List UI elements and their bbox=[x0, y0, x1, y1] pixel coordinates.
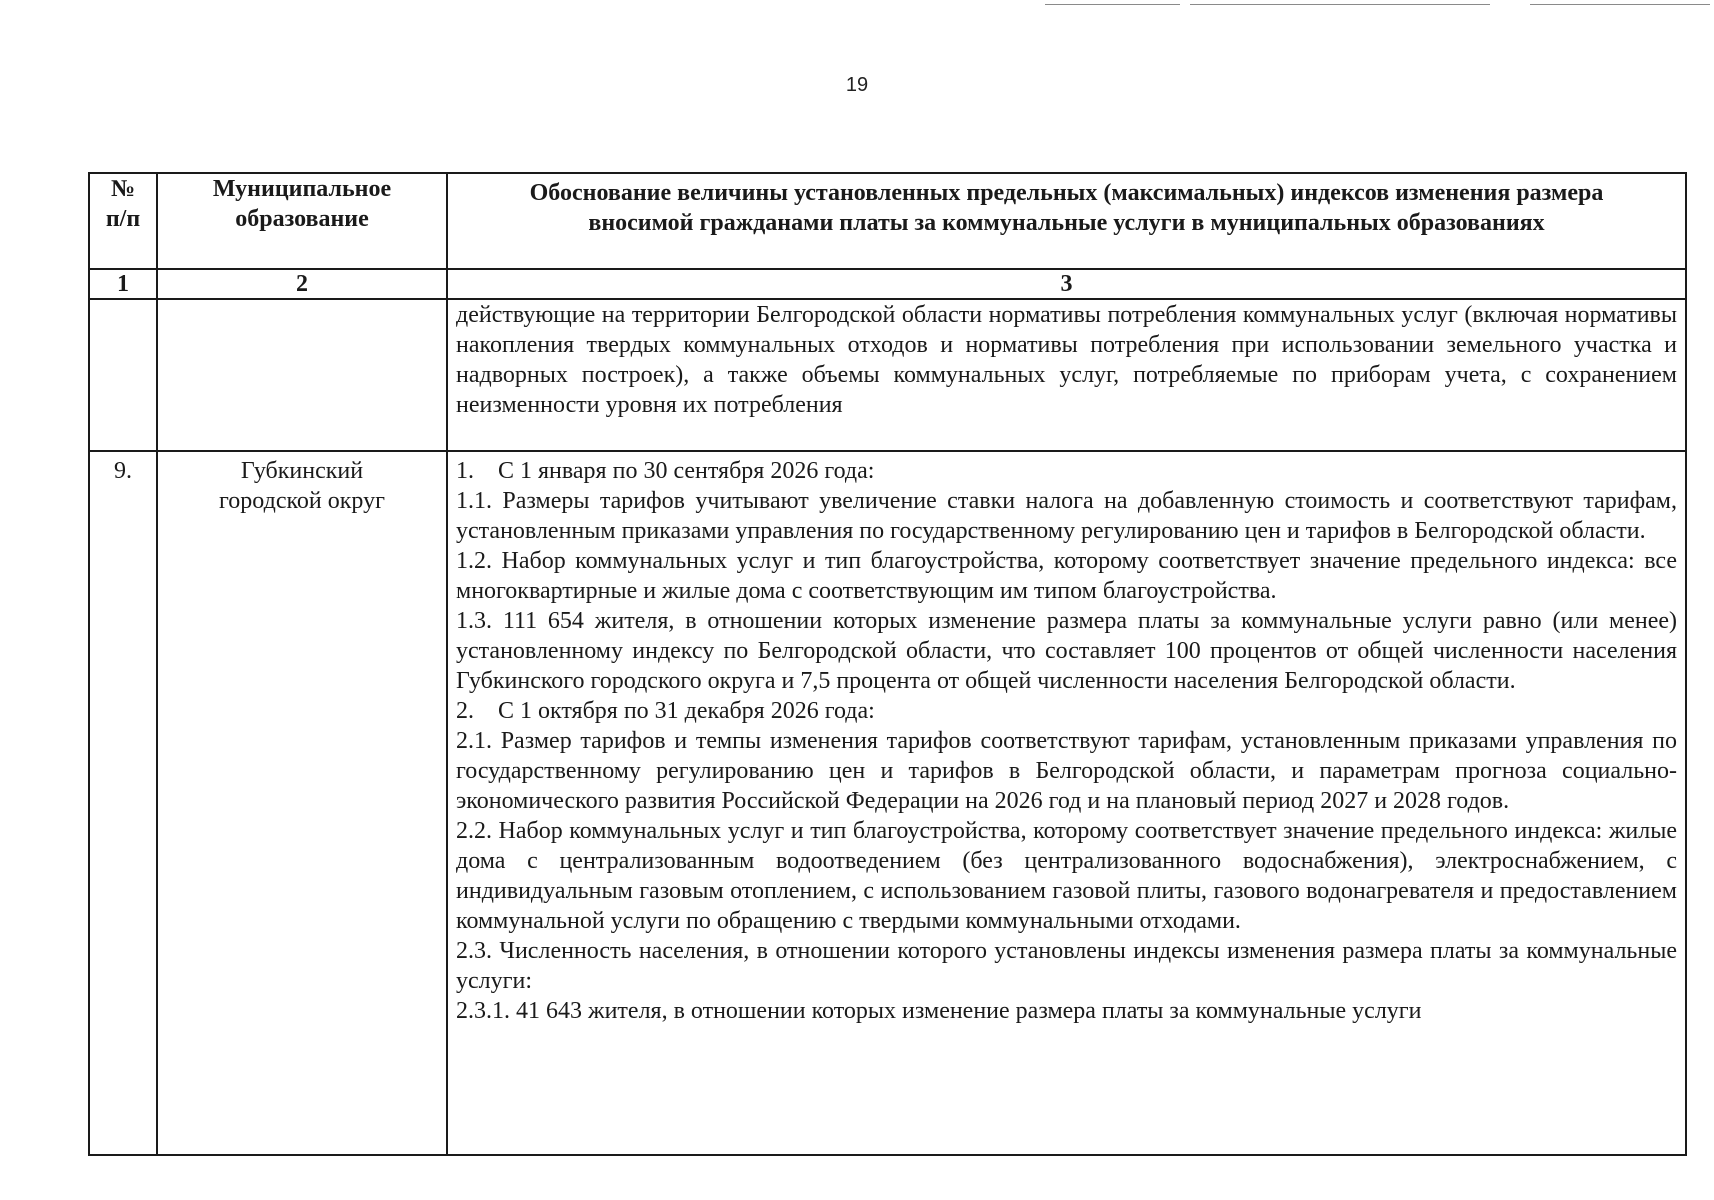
table-row bbox=[89, 451, 1686, 1155]
paragraph: 2. С 1 октября по 31 декабря 2026 года: bbox=[456, 698, 875, 724]
paragraph: 2.1. Размер тарифов и темпы изменения тарифов соответствуют тарифам, установленным приказами управления по государственному регулированию цен и тарифов в Белгородской области, и параметрам прогноза социально-экономического развития Российской Федерации на 2026 год и на плановый период 2027 и 2028 годов. bbox=[456, 728, 1677, 814]
scan-artifact-line bbox=[1530, 4, 1710, 5]
paragraph: 1.3. 111 654 жителя, в отношении которых изменение размера платы за коммунальные услуги равно (или менее) установленному индексу по Белгородской области, что составляет 100 процентов от общей численности населения Губкинского городского округа и 7,5 процента от общей численности населения Белгородской области. bbox=[456, 608, 1677, 694]
paragraph: 1.2. Набор коммунальных услуг и тип благоустройства, которому соответствует значение предельного индекса: все многоквартирные и жилые дома с соответствующим им типом благоустройства. bbox=[456, 548, 1677, 604]
paragraph: 1. С 1 января по 30 сентября 2026 года: bbox=[456, 458, 875, 484]
scan-artifact-line bbox=[1045, 4, 1180, 5]
cell-empty bbox=[157, 299, 447, 451]
column-number-1: 1 bbox=[89, 269, 157, 299]
page-number: 19 bbox=[845, 74, 869, 96]
scan-artifact-line bbox=[1190, 4, 1490, 5]
header-municipality bbox=[157, 173, 447, 269]
paragraph: действующие на территории Белгородской области нормативы потребления коммунальных услуг (включая нормативы накопления твердых коммунальных отходов и нормативы потребления при использовании земельного участка и надворных построек), а также объемы коммунальных услуг, потребляемые по приборам учета, с сохранением неизменности уровня их потребления bbox=[456, 302, 1677, 418]
column-number-row bbox=[89, 269, 1686, 299]
justification-text bbox=[447, 451, 1686, 1155]
header-justification bbox=[447, 173, 1686, 269]
row-number: 9. bbox=[89, 451, 157, 1155]
municipality-name bbox=[157, 451, 447, 1155]
header-number bbox=[89, 173, 157, 269]
table-row bbox=[89, 299, 1686, 451]
continuation-text bbox=[447, 299, 1686, 451]
justification-table bbox=[88, 172, 1687, 1156]
column-number-3: 3 bbox=[447, 269, 1686, 299]
paragraph: 1.1. Размеры тарифов учитывают увеличение ставки налога на добавленную стоимость и соответствуют тарифам, установленным приказами управления по государственному регулированию цен и тарифов в Белгородской области. bbox=[456, 488, 1677, 544]
cell-empty bbox=[89, 299, 157, 451]
paragraph: 2.3.1. 41 643 жителя, в отношении которых изменение размера платы за коммунальные услуги bbox=[456, 998, 1422, 1024]
paragraph: 2.3. Численность населения, в отношении которого установлены индексы изменения размера платы за коммунальные услуги: bbox=[456, 938, 1677, 994]
paragraph: 2.2. Набор коммунальных услуг и тип благоустройства, которому соответствует значение предельного индекса: жилые дома с централизованным водоотведением (без централизованного водоснабжения), электроснабжением, с индивидуальным газовым отоплением, с использованием газовой плиты, газового водонагревателя и предоставлением коммунальной услуги по обращению с твердыми коммунальными отходами. bbox=[456, 818, 1677, 934]
header-justification-label: Обоснование величины установленных предельных (максимальных) индексов изменения размера вносимой гражданами платы за коммунальные услуги в муниципальных образованиях bbox=[529, 180, 1604, 236]
header-municipality-label: Муниципальное образование bbox=[212, 176, 392, 232]
municipality-label: Губкинский городской округ bbox=[219, 458, 385, 514]
table-header-row bbox=[89, 173, 1686, 269]
column-number-2: 2 bbox=[157, 269, 447, 299]
header-number-label: № п/п bbox=[105, 176, 141, 232]
